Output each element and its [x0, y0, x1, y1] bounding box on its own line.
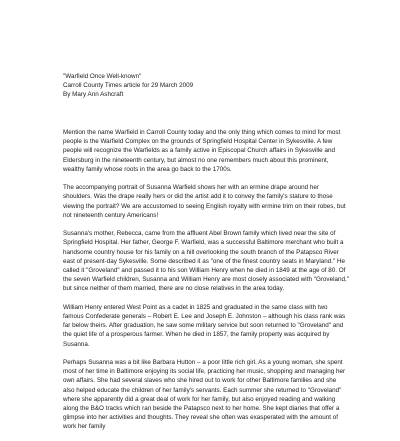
paragraph: Perhaps Susanna was a bit like Barbara Hutton – a poor little rich girl. As a young woman, she spent most of her time in Baltimore enjoying its social life, practicing her music, shopping and managing her own affairs. She had several slaves who she hired out to work for other Baltimore families and she also helped educate the children of her family's servants. Each summer she returned to "Groveland" where she apparently did a great deal of work for her family, but also enjoyed reading and walking along the B&O tracks which ran beside the Patapsco next to her home. She kept diaries that offer a glimpse into her activities and thoughts. They reveal she often was exasperated with the amount of work her family	[63, 359, 346, 431]
article-body	[63, 128, 349, 441]
article-header	[63, 72, 363, 100]
paragraph: The accompanying portrait of Susanna Warfield shows her with an ermine drape around her shoulders. Was the drape really hers or did the artist add it to convey the family's stature to those viewing the portrait? We are accustomed to seeing English royalty with ermine trim on their robes, but not nineteenth century Americans!	[63, 184, 346, 219]
article-title: "Warfield Once Well-known"	[63, 73, 142, 80]
paragraph: Susanna's mother, Rebecca, came from the affluent Abel Brown family which lived near the site of Springfield Hospital. Her father, George F. Warfield, was a successful Baltimore merchant who built a handsome country house for his family on a hill overlooking the south branch of the Patapsco River east of present-day Sykesville. Some described it as "one of the finest country seats in Maryland." He called it "Groveland" and passed it to his son William Henry when he died in 1849 at the age of 80. Of the seven Warfield children, Susanna and William Henry are most closely associated with "Groveland," but since neither of them married, there are no close relatives in the area today.	[63, 230, 349, 293]
article-source: Carroll County Times article for 29 March 2009	[63, 82, 194, 90]
paragraph: Mention the name Warfield in Carroll County today and the only thing which comes to mind for most people is the Warfield Complex on the grounds of Springfield Hospital Center in Sykesville. A few people will recognize the Warfields as a family active in Episcopal Church affairs in Sykesville and Eldersburg in the nineteenth century, but almost no one remembers much about this prominent, wealthy family whose roots in the area go back to the 1700s.	[63, 129, 341, 173]
article-byline: By Mary Ann Ashcraft	[63, 91, 124, 99]
paragraph: William Henry entered West Point as a cadet in 1825 and graduated in the same class with two famous Confederate generals – Robert E. Lee and Joseph E. Johnston – although his class rank was far below theirs. After graduation, he saw some military service but soon returned to "Groveland" and the quiet life of a prosperous farmer. When he died in 1857, the family property was acquired by Susanna.	[63, 303, 346, 348]
